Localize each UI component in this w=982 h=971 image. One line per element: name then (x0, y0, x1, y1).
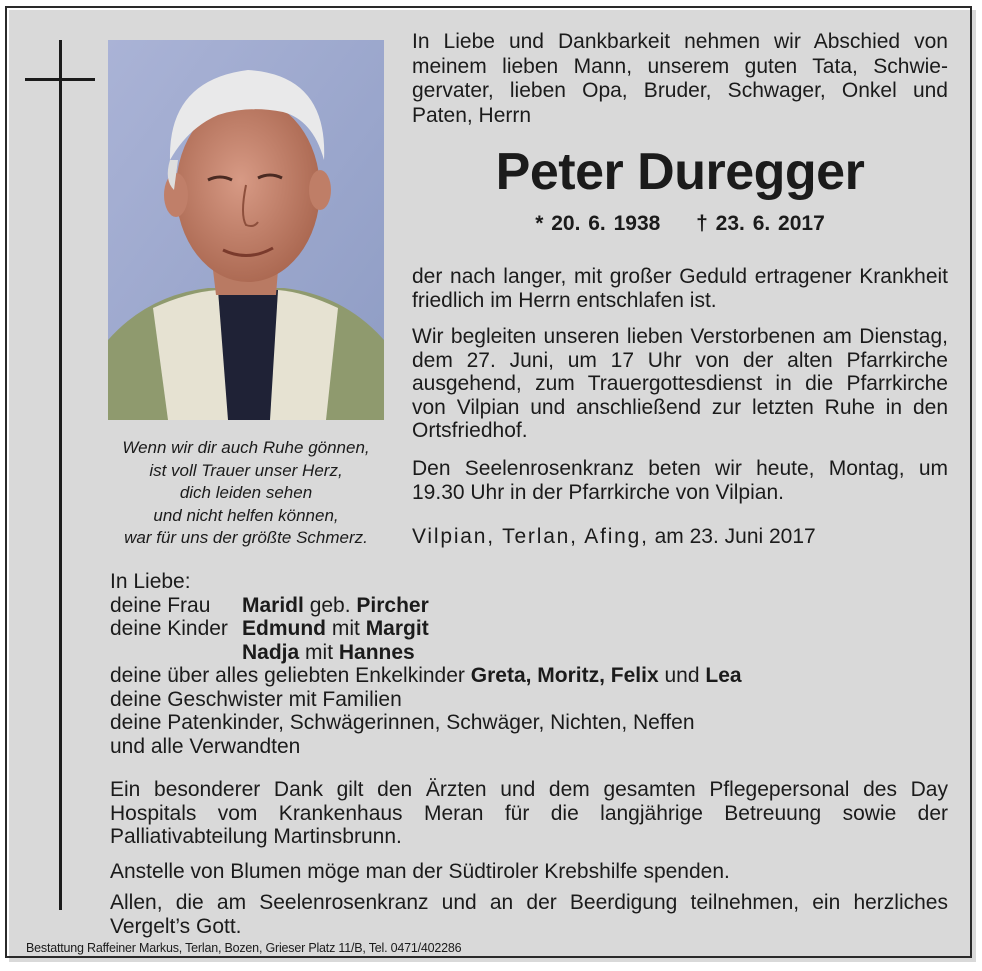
life-dates (412, 210, 948, 238)
family-children (110, 641, 950, 665)
poem-line: ist voll Trauer unser Herz, (149, 460, 343, 480)
funeral-home-footer: Bestattung Raffeiner Markus, Terlan, Bozen, Grieser Platz 11/B, Tel. 0471/402286 (26, 941, 462, 955)
intro-text: In Liebe und Dankbarkeit nehmen wir Abschied von meinem lieben Mann, unserem guten Tata, Schwiegervater, lieben Opa, Bruder, Schwager, Onkel und Paten, Herrn (412, 30, 948, 127)
poem-line: war für uns der größte Schmerz. (124, 528, 368, 547)
und-text: und (664, 664, 700, 687)
notice-date: am 23. Juni 2017 (654, 525, 816, 548)
family-relatives: und alle Verwandten (110, 734, 301, 758)
death-paragraph: der nach langer, mit großer Geduld ertragener Krankheit friedlich im Herrn entschlafen ist. (412, 265, 948, 312)
thanks-paragraph: Ein besonderer Dank gilt den Ärzten und dem gesamten Pflegepersonal des Day Hospitals vom Krankenhaus Meran für die langjährige Betreuung sowie der Palliativabteilung Martinsbrunn. (110, 778, 948, 848)
funeral-paragraph: Wir begleiten unseren lieben Verstorbenen am Dienstag, dem 27. Juni, um 17 Uhr von der alten Pfarrkirche ausgehend, zum Trauergottesdienst in die Pfarrkirche von Vilpian und anschließend zur letzten Ruhe in den Ortsfriedhof. (412, 325, 948, 442)
partner-name: Hannes (338, 640, 415, 664)
family-children (110, 617, 950, 641)
child-name: Edmund (242, 617, 326, 640)
wife-name: Maridl (242, 593, 304, 617)
portrait-photo (108, 40, 384, 420)
mit-text: mit (305, 640, 334, 664)
family-heading: In Liebe: (110, 570, 191, 593)
family-wife (110, 594, 950, 618)
wife-maiden-name: Pircher (356, 593, 429, 617)
grandchildren-names: Greta, Moritz, Felix (470, 664, 659, 687)
family-list (110, 570, 950, 758)
grandchildren-prefix: deine über alles geliebten Enkelkinder (110, 664, 465, 687)
children-label: deine Kinder (110, 617, 228, 640)
child-name: Nadja (242, 640, 300, 664)
family-siblings: deine Geschwister mit Familien (110, 687, 402, 711)
closing-paragraph: Allen, die am Seelenrosenkranz und an der Beerdigung teilnehmen, ein herzliches Vergelt’s Gott. (110, 891, 948, 938)
donation-paragraph: Anstelle von Blumen möge man der Südtiroler Krebshilfe spenden. (110, 860, 730, 883)
grandchild-last: Lea (705, 664, 742, 687)
poem-line: und nicht helfen können, (153, 505, 339, 525)
birth-date: * 20. 6. 1938 (535, 212, 661, 235)
place-names: Vilpian, Terlan, Afing, (412, 525, 649, 548)
family-grandchildren (110, 664, 950, 688)
poem-line: dich leiden sehen (179, 483, 313, 502)
partner-name: Margit (365, 617, 429, 640)
wife-label: deine Frau (110, 593, 211, 617)
family-godchildren: deine Patenkinder, Schwägerinnen, Schwäger, Nichten, Neffen (110, 711, 695, 734)
mit-text: mit (331, 617, 360, 640)
deceased-name: Peter Duregger (495, 143, 865, 201)
wife-geb: geb. (309, 593, 351, 617)
death-date: † 23. 6. 2017 (696, 212, 825, 235)
place-date (412, 524, 816, 550)
poem (100, 437, 392, 550)
poem-line: Wenn wir dir auch Ruhe gönnen, (122, 438, 370, 457)
rosary-paragraph: Den Seelenrosenkranz beten wir heute, Montag, um 19.30 Uhr in der Pfarrkirche von Vilpian. (412, 457, 948, 504)
